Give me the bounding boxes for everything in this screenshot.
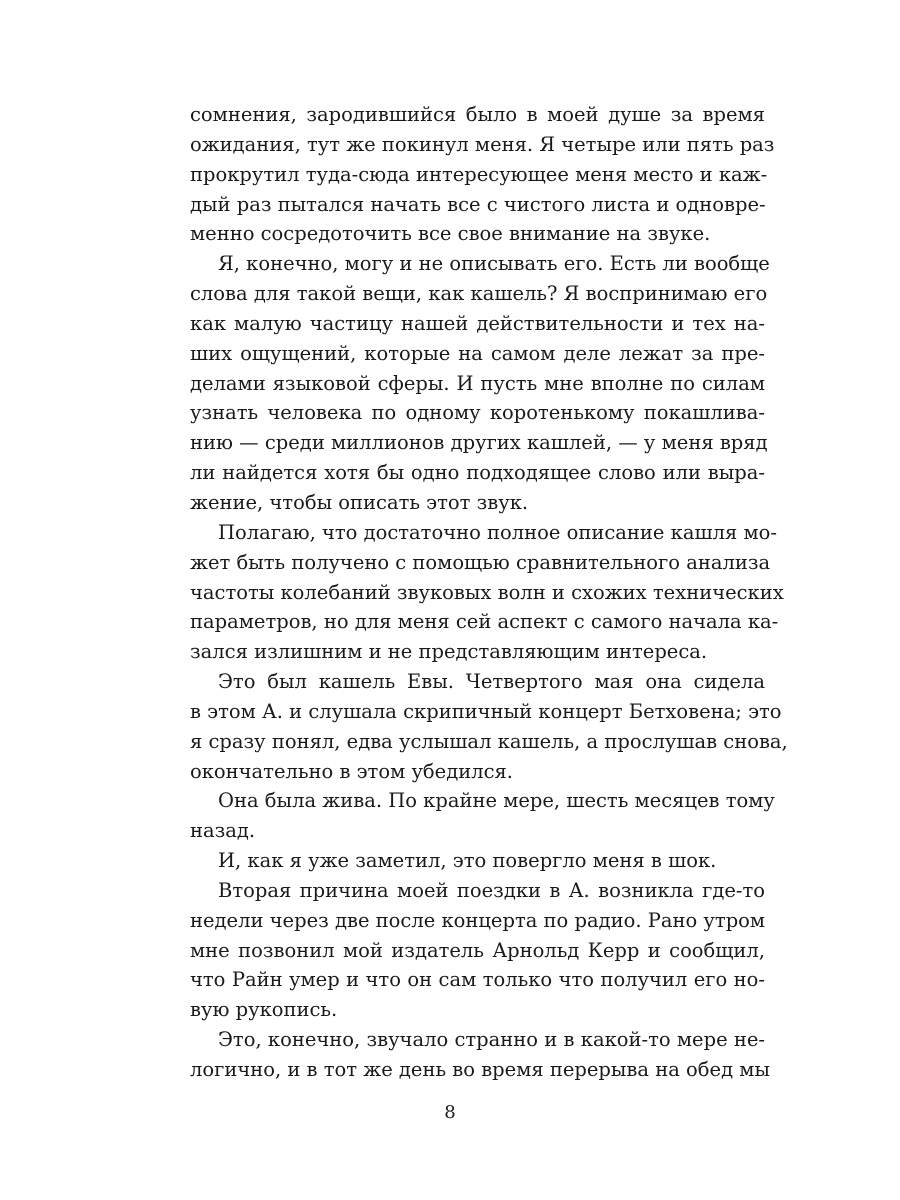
text-line: логично, и в тот же день во время перерыва на обед мы (190, 1058, 770, 1081)
text-line: делами языковой сферы. И пусть мне вполне по силам (190, 371, 765, 395)
text-line: Она была жива. По крайне мере, шесть месяцев тому (218, 789, 775, 813)
text-line: нию — среди миллионов других кашлей, — у меня вряд (190, 431, 768, 455)
text-line: ли найдется хотя бы одно подходящее слово или выра- (190, 461, 765, 485)
text-line: зался излишним и не представляющим интереса. (190, 640, 708, 664)
text-line: ших ощущений, которые на самом деле лежат за пре- (190, 341, 765, 365)
text-line: жение, чтобы описать этот звук. (190, 490, 529, 514)
text-line: слова для такой вещи, как кашель? Я воспринимаю его (190, 282, 768, 306)
text-line: сомнения, зародившийся было в моей душе за время (190, 103, 765, 126)
text-line: назад. (190, 819, 256, 843)
paragraph (190, 249, 770, 518)
text-line: вую рукопись. (190, 998, 338, 1022)
text-line: частоты колебаний звуковых волн и схожих технических (190, 580, 784, 604)
paragraph (190, 100, 775, 249)
text-line: в этом А. и слушала скрипичный концерт Бетховена; это (190, 699, 782, 723)
paragraph (190, 786, 775, 846)
text-line: Полагаю, что достаточно полное описание кашля мо- (218, 520, 777, 544)
text-line: мне позвонил мой издатель Арнольд Керр и сообщил, (190, 938, 765, 962)
text-line: недели через две после концерта по радио. Рано утром (190, 908, 766, 932)
body-text (190, 100, 788, 1085)
text-line: менно сосредоточить все свое внимание на звуке. (190, 222, 711, 246)
text-line: я сразу понял, едва услышал кашель, а прослушав снова, (190, 729, 788, 753)
paragraph (190, 846, 765, 876)
text-line: Это был кашель Евы. Четвертого мая она сидела (218, 670, 765, 694)
text-line: Это, конечно, звучало странно и в какой-то мере не- (218, 1028, 765, 1052)
text-line: жет быть получено с помощью сравнительного анализа (190, 550, 771, 574)
paragraph (190, 1025, 770, 1085)
text-line: И, как я уже заметил, это повергло меня в шок. (218, 849, 717, 873)
text-line: что Райн умер и что он сам только что получил его но- (190, 968, 765, 992)
paragraph (190, 876, 765, 1025)
text-line: Я, конечно, могу и не описывать его. Есть ли вообще (218, 252, 770, 276)
paragraph (190, 518, 784, 667)
text-line: прокрутил туда-сюда интересующее меня место и каж- (190, 162, 768, 186)
text-line: Вторая причина моей поездки в А. возникла где-то (218, 878, 765, 902)
text-line: параметров, но для меня сей аспект с самого начала ка- (190, 610, 779, 634)
text-line: ожидания, тут же покинул меня. Я четыре или пять раз (190, 132, 775, 156)
text-line: дый раз пытался начать все с чистого листа и одновре- (190, 192, 766, 216)
text-line: как малую частицу нашей действительности и тех на- (190, 311, 765, 335)
page-number: 8 (444, 1102, 456, 1123)
text-line: окончательно в этом убедился. (190, 759, 514, 783)
paragraph (190, 667, 788, 786)
text-line: узнать человека по одному коротенькому покашлива- (190, 401, 765, 425)
